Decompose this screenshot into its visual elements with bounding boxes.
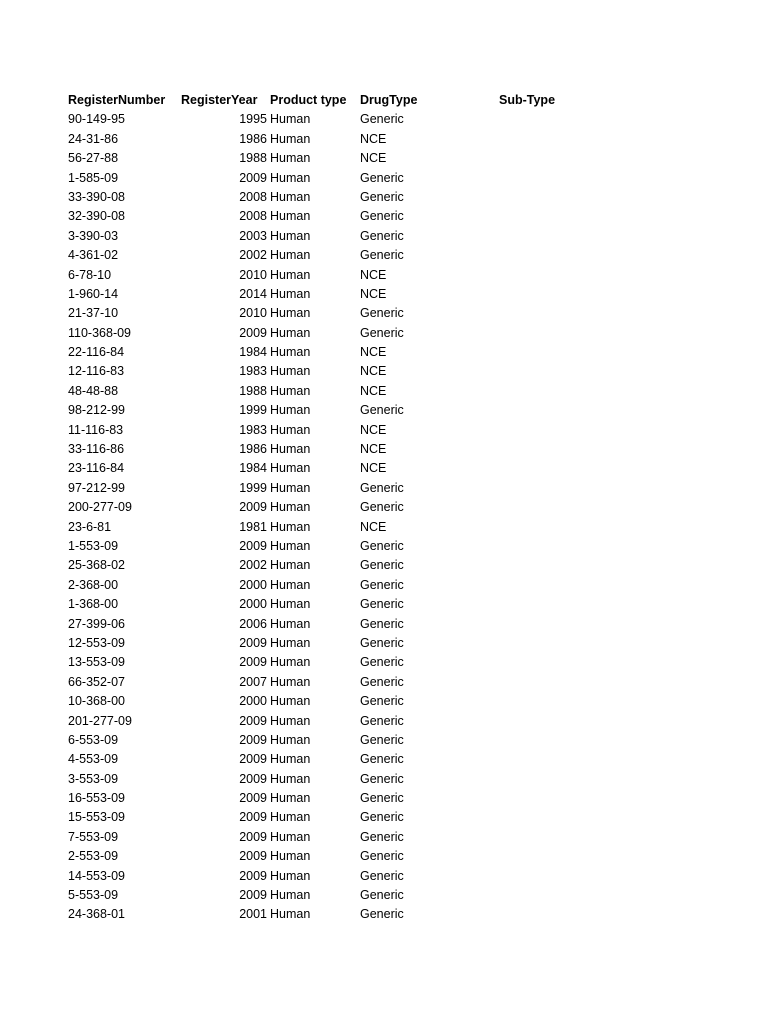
register-number-cell: 97-212-99 bbox=[68, 480, 125, 495]
product-type-cell: Human bbox=[270, 752, 311, 767]
drug-type-cell: Generic bbox=[360, 170, 404, 185]
register-year-cell: 2006 bbox=[239, 616, 267, 631]
register-number-cell: 23-116-84 bbox=[68, 461, 125, 476]
drug-type-cell: Generic bbox=[360, 248, 404, 263]
register-number-cell: 6-78-10 bbox=[68, 267, 112, 282]
register-year-cell: 2009 bbox=[239, 655, 267, 670]
register-number-cell: 21-37-10 bbox=[68, 306, 119, 321]
register-year-cell: 2009 bbox=[239, 810, 267, 825]
table-row bbox=[0, 828, 768, 847]
table-row bbox=[0, 246, 768, 265]
drug-type-cell: Generic bbox=[360, 577, 404, 592]
register-number-cell: 1-553-09 bbox=[68, 538, 119, 553]
product-type-cell: Human bbox=[270, 888, 311, 903]
drug-type-cell: Generic bbox=[360, 306, 404, 321]
drug-type-cell: Generic bbox=[360, 752, 404, 767]
header-register-year: RegisterYear bbox=[181, 93, 258, 107]
table-row bbox=[0, 440, 768, 459]
drug-type-cell: Generic bbox=[360, 538, 404, 553]
table-row bbox=[0, 595, 768, 614]
drug-type-cell: Generic bbox=[360, 616, 404, 631]
drug-type-cell: Generic bbox=[360, 635, 404, 650]
table-row bbox=[0, 867, 768, 886]
register-number-cell: 25-368-02 bbox=[68, 558, 125, 573]
register-number-cell: 200-277-09 bbox=[68, 500, 132, 515]
register-year-cell: 2009 bbox=[239, 752, 267, 767]
table-row bbox=[0, 304, 768, 323]
product-type-cell: Human bbox=[270, 849, 311, 864]
drug-type-cell: Generic bbox=[360, 500, 404, 515]
register-year-cell: 2009 bbox=[239, 868, 267, 883]
register-number-cell: 201-277-09 bbox=[68, 713, 132, 728]
register-number-cell: 2-368-00 bbox=[68, 577, 119, 592]
register-number-cell: 33-390-08 bbox=[68, 189, 125, 204]
register-number-cell: 2-553-09 bbox=[68, 849, 119, 864]
register-year-cell: 1999 bbox=[239, 403, 267, 418]
register-year-cell: 2008 bbox=[239, 209, 267, 224]
drug-type-cell: NCE bbox=[360, 383, 387, 398]
product-type-cell: Human bbox=[270, 791, 311, 806]
register-year-cell: 2009 bbox=[239, 771, 267, 786]
register-year-cell: 2008 bbox=[239, 189, 267, 204]
register-number-cell: 33-116-86 bbox=[68, 442, 125, 457]
register-year-cell: 2003 bbox=[239, 228, 267, 243]
table-row bbox=[0, 556, 768, 575]
register-year-cell: 2002 bbox=[239, 248, 267, 263]
header-product-type: Product type bbox=[270, 93, 347, 107]
register-year-cell: 2009 bbox=[239, 829, 267, 844]
drug-type-cell: Generic bbox=[360, 403, 404, 418]
table-row bbox=[0, 750, 768, 769]
register-number-cell: 1-368-00 bbox=[68, 597, 119, 612]
drug-type-cell: Generic bbox=[360, 228, 404, 243]
register-year-cell: 2000 bbox=[239, 577, 267, 592]
product-type-cell: Human bbox=[270, 170, 311, 185]
product-type-cell: Human bbox=[270, 868, 311, 883]
product-type-cell: Human bbox=[270, 500, 311, 515]
product-type-cell: Human bbox=[270, 345, 311, 360]
register-year-cell: 1995 bbox=[239, 112, 267, 127]
register-year-cell: 2010 bbox=[239, 267, 267, 282]
register-year-cell: 1988 bbox=[239, 383, 267, 398]
drug-type-cell: NCE bbox=[360, 131, 387, 146]
register-number-cell: 14-553-09 bbox=[68, 868, 125, 883]
drug-type-cell: Generic bbox=[360, 829, 404, 844]
table-row bbox=[0, 266, 768, 285]
table-row bbox=[0, 188, 768, 207]
register-year-cell: 1983 bbox=[239, 364, 267, 379]
register-year-cell: 1981 bbox=[239, 519, 267, 534]
table-row bbox=[0, 731, 768, 750]
table-row bbox=[0, 615, 768, 634]
drug-type-cell: Generic bbox=[360, 694, 404, 709]
register-year-cell: 2001 bbox=[239, 907, 267, 922]
table-row bbox=[0, 770, 768, 789]
register-year-cell: 2014 bbox=[239, 286, 267, 301]
product-type-cell: Human bbox=[270, 383, 311, 398]
register-number-cell: 13-553-09 bbox=[68, 655, 125, 670]
register-number-cell: 66-352-07 bbox=[68, 674, 125, 689]
product-type-cell: Human bbox=[270, 907, 311, 922]
table-row bbox=[0, 130, 768, 149]
register-year-cell: 1999 bbox=[239, 480, 267, 495]
drug-type-cell: Generic bbox=[360, 325, 404, 340]
register-number-cell: 48-48-88 bbox=[68, 383, 119, 398]
register-number-cell: 11-116-83 bbox=[68, 422, 124, 437]
register-year-cell: 2009 bbox=[239, 170, 267, 185]
table-row bbox=[0, 149, 768, 168]
register-year-cell: 2009 bbox=[239, 500, 267, 515]
register-number-cell: 15-553-09 bbox=[68, 810, 125, 825]
drug-type-cell: NCE bbox=[360, 422, 387, 437]
header-row bbox=[0, 91, 768, 110]
table-row bbox=[0, 382, 768, 401]
table-row bbox=[0, 518, 768, 537]
register-number-cell: 1-960-14 bbox=[68, 286, 119, 301]
product-type-cell: Human bbox=[270, 655, 311, 670]
register-year-cell: 1984 bbox=[239, 461, 267, 476]
register-year-cell: 2009 bbox=[239, 635, 267, 650]
product-type-cell: Human bbox=[270, 248, 311, 263]
drug-type-cell: Generic bbox=[360, 732, 404, 747]
drug-type-cell: Generic bbox=[360, 849, 404, 864]
drug-type-cell: Generic bbox=[360, 771, 404, 786]
register-number-cell: 98-212-99 bbox=[68, 403, 125, 418]
register-year-cell: 2009 bbox=[239, 732, 267, 747]
header-sub-type: Sub-Type bbox=[499, 93, 556, 107]
spreadsheet-table bbox=[0, 91, 768, 925]
register-year-cell: 2009 bbox=[239, 713, 267, 728]
drug-type-cell: Generic bbox=[360, 558, 404, 573]
product-type-cell: Human bbox=[270, 403, 311, 418]
table-row bbox=[0, 343, 768, 362]
register-number-cell: 4-553-09 bbox=[68, 752, 119, 767]
table-row bbox=[0, 324, 768, 343]
register-number-cell: 10-368-00 bbox=[68, 694, 125, 709]
drug-type-cell: NCE bbox=[360, 286, 387, 301]
table-row bbox=[0, 227, 768, 246]
table-row bbox=[0, 692, 768, 711]
table-row bbox=[0, 285, 768, 304]
table-row bbox=[0, 110, 768, 129]
register-year-cell: 2000 bbox=[239, 597, 267, 612]
table-row bbox=[0, 362, 768, 381]
product-type-cell: Human bbox=[270, 480, 311, 495]
register-number-cell: 6-553-09 bbox=[68, 732, 119, 747]
register-year-cell: 2009 bbox=[239, 849, 267, 864]
table-row bbox=[0, 537, 768, 556]
register-number-cell: 1-585-09 bbox=[68, 170, 119, 185]
register-year-cell: 2009 bbox=[239, 888, 267, 903]
drug-type-cell: Generic bbox=[360, 868, 404, 883]
table-row bbox=[0, 479, 768, 498]
drug-type-cell: Generic bbox=[360, 713, 404, 728]
register-number-cell: 7-553-09 bbox=[68, 829, 119, 844]
register-year-cell: 2002 bbox=[239, 558, 267, 573]
product-type-cell: Human bbox=[270, 674, 311, 689]
product-type-cell: Human bbox=[270, 306, 311, 321]
drug-type-cell: Generic bbox=[360, 112, 404, 127]
drug-type-cell: NCE bbox=[360, 461, 387, 476]
drug-type-cell: NCE bbox=[360, 151, 387, 166]
drug-type-cell: Generic bbox=[360, 907, 404, 922]
table-body bbox=[0, 110, 768, 924]
register-year-cell: 2010 bbox=[239, 306, 267, 321]
product-type-cell: Human bbox=[270, 713, 311, 728]
table-row bbox=[0, 712, 768, 731]
drug-type-cell: Generic bbox=[360, 209, 404, 224]
table-row bbox=[0, 808, 768, 827]
drug-type-cell: Generic bbox=[360, 597, 404, 612]
register-year-cell: 1986 bbox=[239, 131, 267, 146]
product-type-cell: Human bbox=[270, 209, 311, 224]
register-year-cell: 1984 bbox=[239, 345, 267, 360]
table-row bbox=[0, 905, 768, 924]
table-row bbox=[0, 401, 768, 420]
register-number-cell: 3-553-09 bbox=[68, 771, 119, 786]
product-type-cell: Human bbox=[270, 597, 311, 612]
table-row bbox=[0, 634, 768, 653]
product-type-cell: Human bbox=[270, 829, 311, 844]
register-number-cell: 5-553-09 bbox=[68, 888, 119, 903]
register-year-cell: 1988 bbox=[239, 151, 267, 166]
register-year-cell: 2009 bbox=[239, 325, 267, 340]
drug-type-cell: Generic bbox=[360, 655, 404, 670]
register-number-cell: 90-149-95 bbox=[68, 112, 125, 127]
product-type-cell: Human bbox=[270, 228, 311, 243]
product-type-cell: Human bbox=[270, 732, 311, 747]
product-type-cell: Human bbox=[270, 267, 311, 282]
product-type-cell: Human bbox=[270, 810, 311, 825]
product-type-cell: Human bbox=[270, 442, 311, 457]
table-row bbox=[0, 207, 768, 226]
register-year-cell: 1983 bbox=[239, 422, 267, 437]
product-type-cell: Human bbox=[270, 771, 311, 786]
product-type-cell: Human bbox=[270, 364, 311, 379]
product-type-cell: Human bbox=[270, 286, 311, 301]
product-type-cell: Human bbox=[270, 519, 311, 534]
drug-type-cell: Generic bbox=[360, 791, 404, 806]
drug-type-cell: Generic bbox=[360, 674, 404, 689]
drug-type-cell: Generic bbox=[360, 888, 404, 903]
drug-type-cell: NCE bbox=[360, 345, 387, 360]
register-number-cell: 12-553-09 bbox=[68, 635, 125, 650]
register-number-cell: 32-390-08 bbox=[68, 209, 125, 224]
table-row bbox=[0, 421, 768, 440]
product-type-cell: Human bbox=[270, 461, 311, 476]
table-row bbox=[0, 653, 768, 672]
register-number-cell: 27-399-06 bbox=[68, 616, 125, 631]
product-type-cell: Human bbox=[270, 189, 311, 204]
register-year-cell: 2007 bbox=[239, 674, 267, 689]
register-number-cell: 24-31-86 bbox=[68, 131, 119, 146]
register-number-cell: 24-368-01 bbox=[68, 907, 125, 922]
drug-type-cell: Generic bbox=[360, 810, 404, 825]
header-register-number: RegisterNumber bbox=[68, 93, 166, 107]
product-type-cell: Human bbox=[270, 422, 311, 437]
drug-type-cell: Generic bbox=[360, 480, 404, 495]
table-row bbox=[0, 576, 768, 595]
table-row bbox=[0, 498, 768, 517]
register-number-cell: 16-553-09 bbox=[68, 791, 125, 806]
drug-type-cell: NCE bbox=[360, 364, 387, 379]
register-number-cell: 23-6-81 bbox=[68, 519, 112, 534]
register-number-cell: 110-368-09 bbox=[68, 325, 132, 340]
drug-type-cell: NCE bbox=[360, 267, 387, 282]
product-type-cell: Human bbox=[270, 151, 311, 166]
register-year-cell: 1986 bbox=[239, 442, 267, 457]
drug-type-cell: NCE bbox=[360, 519, 387, 534]
table-row bbox=[0, 169, 768, 188]
register-year-cell: 2000 bbox=[239, 694, 267, 709]
product-type-cell: Human bbox=[270, 325, 311, 340]
product-type-cell: Human bbox=[270, 558, 311, 573]
register-number-cell: 3-390-03 bbox=[68, 228, 119, 243]
register-year-cell: 2009 bbox=[239, 538, 267, 553]
product-type-cell: Human bbox=[270, 635, 311, 650]
header-drug-type: DrugType bbox=[360, 93, 418, 107]
register-year-cell: 2009 bbox=[239, 791, 267, 806]
product-type-cell: Human bbox=[270, 538, 311, 553]
product-type-cell: Human bbox=[270, 131, 311, 146]
register-number-cell: 12-116-83 bbox=[68, 364, 125, 379]
table-row bbox=[0, 789, 768, 808]
table-row bbox=[0, 847, 768, 866]
product-type-cell: Human bbox=[270, 694, 311, 709]
table-row bbox=[0, 459, 768, 478]
register-number-cell: 4-361-02 bbox=[68, 248, 119, 263]
table-row bbox=[0, 673, 768, 692]
register-number-cell: 22-116-84 bbox=[68, 345, 125, 360]
drug-type-cell: Generic bbox=[360, 189, 404, 204]
product-type-cell: Human bbox=[270, 577, 311, 592]
drug-type-cell: NCE bbox=[360, 442, 387, 457]
register-number-cell: 56-27-88 bbox=[68, 151, 119, 166]
product-type-cell: Human bbox=[270, 112, 311, 127]
product-type-cell: Human bbox=[270, 616, 311, 631]
table-row bbox=[0, 886, 768, 905]
